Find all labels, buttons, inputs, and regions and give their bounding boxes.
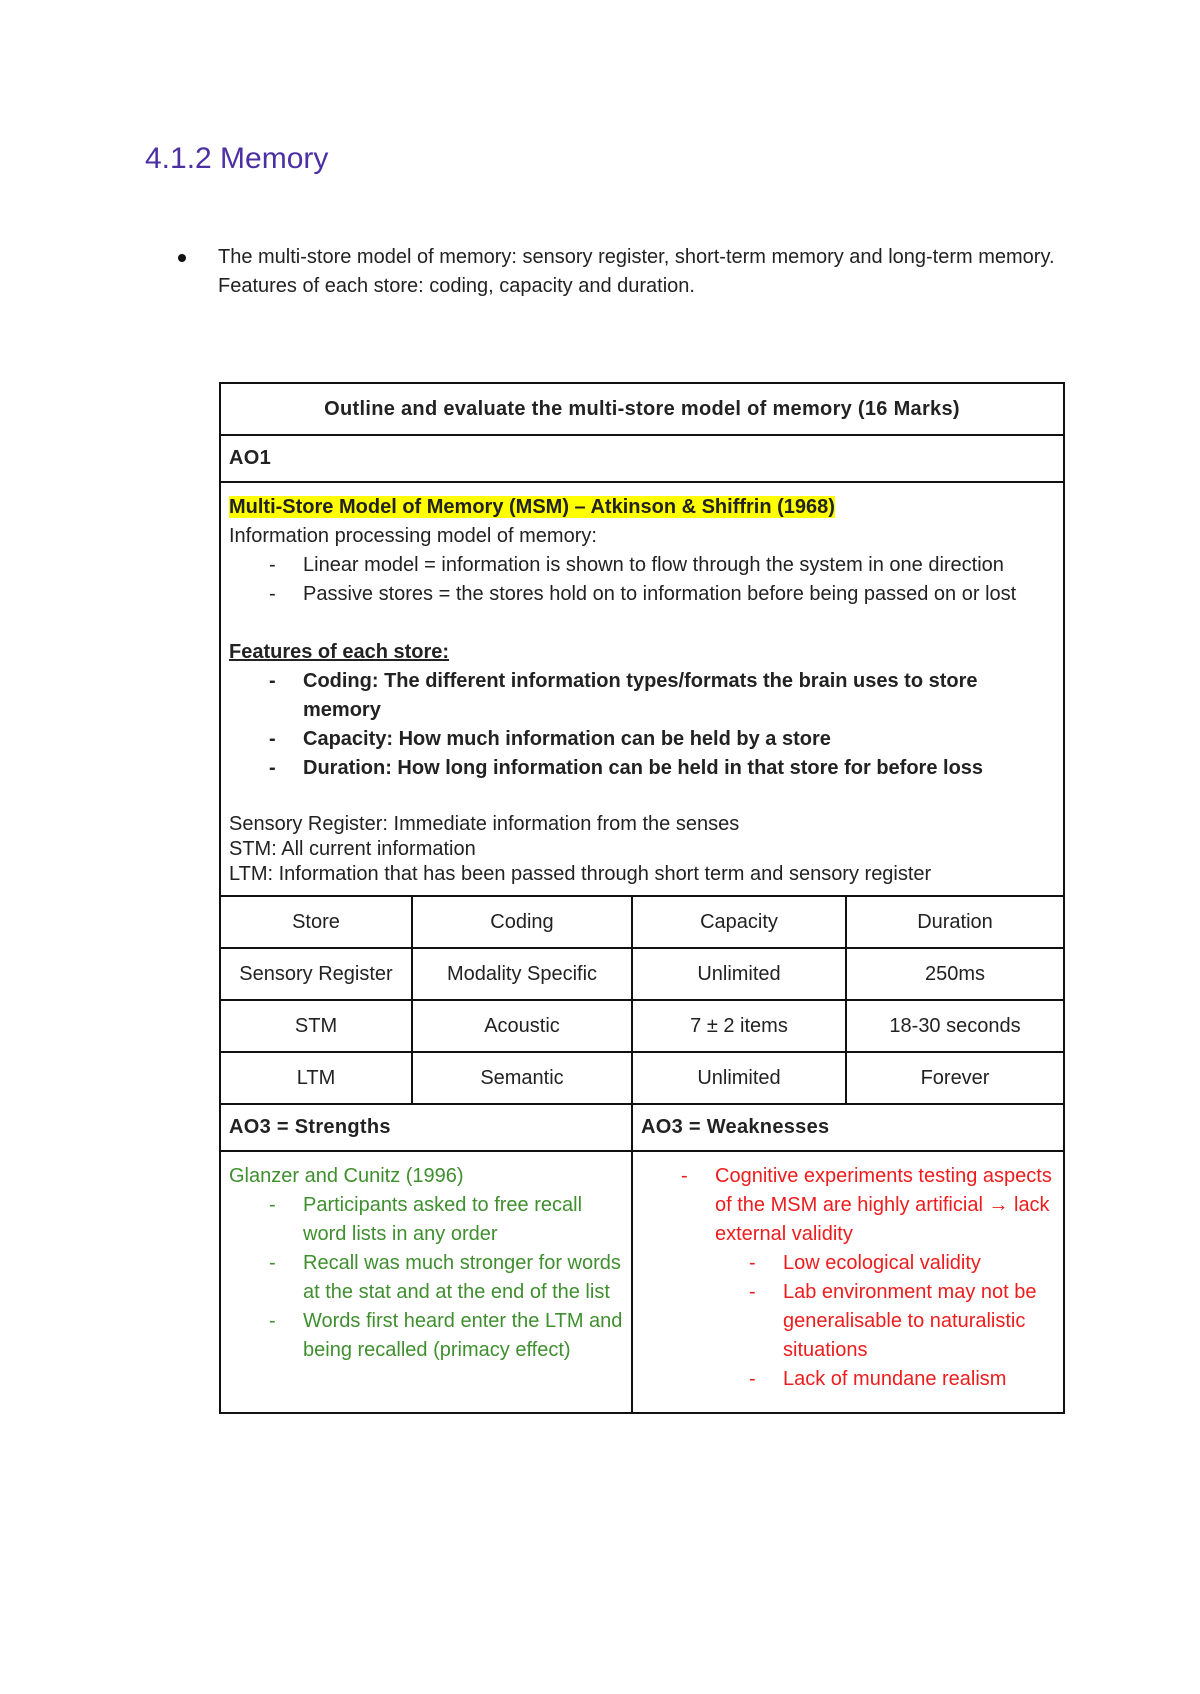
model-title: Multi-Store Model of Memory (MSM) – Atkinson & Shiffrin (1968): [229, 496, 835, 518]
weaknesses-label: AO3 = Weaknesses: [632, 1104, 1064, 1151]
essay-table: [219, 382, 1065, 1414]
column-header: Store: [220, 896, 412, 948]
table-row: [220, 1052, 1064, 1104]
list-item: - Passive stores = the stores hold on to information before being passed on or lost: [269, 580, 1055, 609]
list-item: - Duration: How long information can be held in that store for before loss: [269, 754, 1055, 783]
store-definition: LTM: Information that has been passed through short term and sensory register: [229, 863, 932, 885]
table-title: Outline and evaluate the multi-store model of memory (16 Marks): [220, 383, 1064, 435]
weakness-points: [641, 1162, 1055, 1394]
table-cell: 18-30 seconds: [846, 1000, 1064, 1052]
table-cell: 7 ± 2 items: [632, 1000, 846, 1052]
intro-bullet-text: The multi-store model of memory: sensory register, short-term memory and long-term memory. Features of each store: coding, capacity and duration.: [218, 246, 1055, 297]
column-header: Coding: [412, 896, 632, 948]
column-header: Duration: [846, 896, 1064, 948]
weaknesses-content: [632, 1151, 1064, 1413]
list-item: - Participants asked to free recall word lists in any order: [269, 1191, 623, 1249]
table-cell: Unlimited: [632, 1052, 846, 1104]
table-cell: Sensory Register: [220, 948, 412, 1000]
model-intro: Information processing model of memory:: [229, 525, 597, 547]
model-points: [229, 551, 1055, 609]
table-cell: Acoustic: [412, 1000, 632, 1052]
ao1-content: [220, 482, 1064, 896]
table-row: [220, 948, 1064, 1000]
strengths-label: AO3 = Strengths: [220, 1104, 632, 1151]
table-cell: Modality Specific: [412, 948, 632, 1000]
list-item: - Recall was much stronger for words at the stat and at the end of the list: [269, 1249, 623, 1307]
table-cell: Forever: [846, 1052, 1064, 1104]
features-list: [229, 667, 1055, 783]
list-item: [681, 1162, 1055, 1394]
table-header-row: [220, 896, 1064, 948]
table-cell: 250ms: [846, 948, 1064, 1000]
features-heading: Features of each store:: [229, 641, 450, 663]
table-cell: Unlimited: [632, 948, 846, 1000]
weakness-main: Cognitive experiments testing aspects of the MSM are highly artificial → lack external validity: [715, 1165, 1052, 1245]
table-cell: Semantic: [412, 1052, 632, 1104]
list-item: - Low ecological validity: [749, 1249, 1055, 1278]
column-header: Capacity: [632, 896, 846, 948]
ao1-label: AO1: [220, 435, 1064, 482]
table-cell: LTM: [220, 1052, 412, 1104]
table-row: [220, 1000, 1064, 1052]
intro-bullet: [178, 243, 1078, 301]
bullet-dot-icon: [178, 254, 186, 262]
strength-points: [229, 1191, 623, 1365]
list-item: - Coding: The different information types/formats the brain uses to store memory: [269, 667, 1055, 725]
strength-study: Glanzer and Cunitz (1996): [229, 1165, 464, 1187]
list-item: - Linear model = information is shown to flow through the system in one direction: [269, 551, 1055, 580]
strengths-content: [220, 1151, 632, 1413]
list-item: - Lack of mundane realism: [749, 1365, 1055, 1394]
list-item: - Capacity: How much information can be held by a store: [269, 725, 1055, 754]
list-item: - Words first heard enter the LTM and being recalled (primacy effect): [269, 1307, 623, 1365]
list-item: - Lab environment may not be generalisable to naturalistic situations: [749, 1278, 1055, 1365]
weakness-sub-points: [715, 1249, 1055, 1394]
store-definition: Sensory Register: Immediate information from the senses: [229, 813, 740, 835]
page-heading: 4.1.2 Memory: [145, 142, 329, 175]
store-definition: STM: All current information: [229, 838, 476, 860]
table-cell: STM: [220, 1000, 412, 1052]
